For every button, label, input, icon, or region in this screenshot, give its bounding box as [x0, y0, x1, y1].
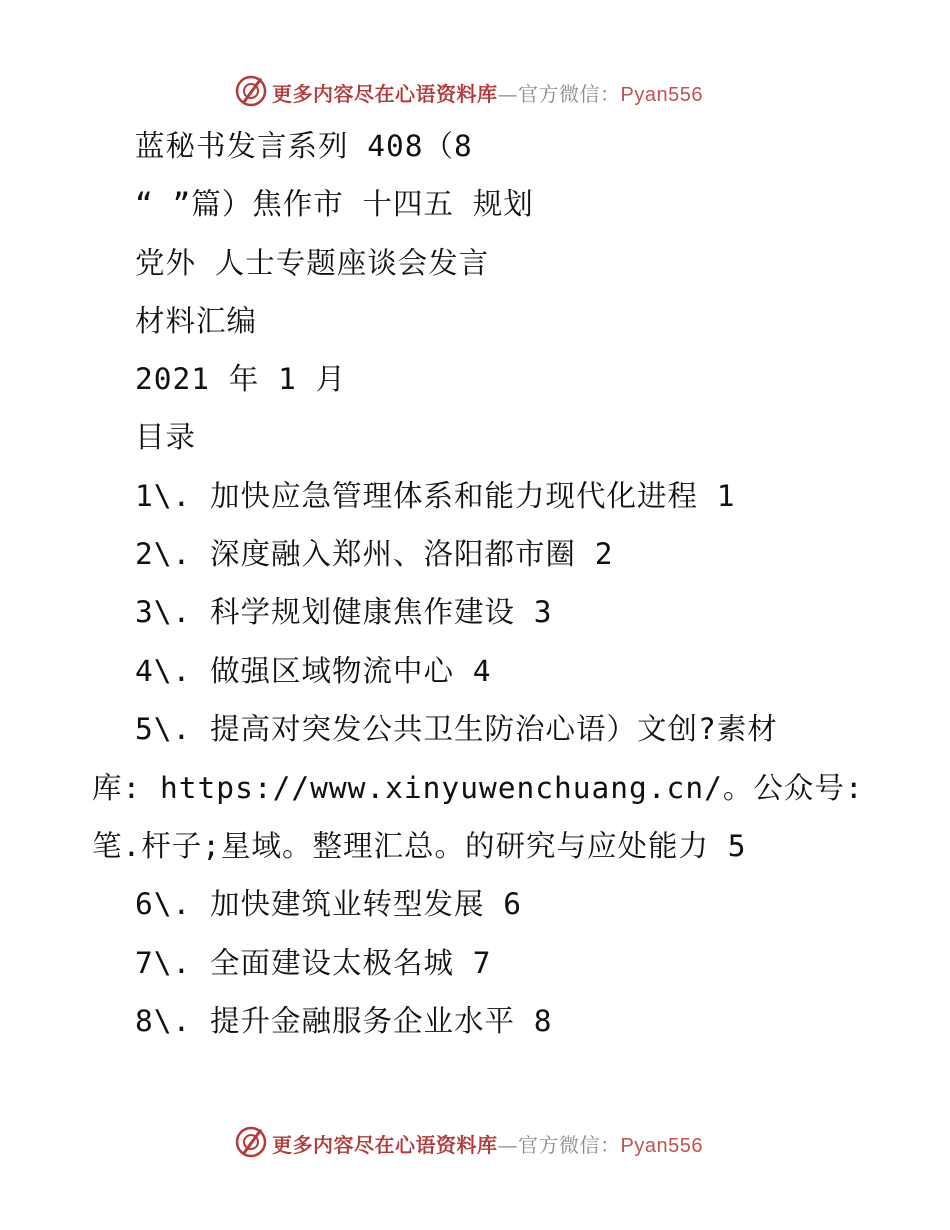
toc-item-5-line-2: 库: https://www.xinyuwenchuang.cn/。公众号:: [92, 771, 864, 805]
document-date: 2021 年 1 月: [135, 362, 347, 396]
watermark-dash: —: [497, 82, 518, 106]
toc-item-1: 1\. 加快应急管理体系和能力现代化进程 1: [135, 479, 736, 513]
watermark-text: [272, 78, 703, 107]
toc-item-5-line-1: 5\. 提高对突发公共卫生防治心语）文创?素材: [135, 712, 778, 746]
watermark-id: Pyan556: [620, 1135, 703, 1157]
watermark-official: 官方微信：: [518, 1133, 621, 1157]
logo-icon: [234, 1125, 268, 1159]
toc-item-7: 7\. 全面建设太极名城 7: [135, 946, 492, 980]
watermark-id: Pyan556: [620, 84, 703, 106]
watermark-brand: 更多内容尽在心语资料库: [272, 82, 498, 106]
watermark-dash: —: [497, 1133, 518, 1157]
toc-item-5-line-3: 笔.杆子;星域。整理汇总。的研究与应处能力 5: [92, 829, 747, 863]
title-line-4: 材料汇编: [135, 304, 258, 338]
header-watermark: [0, 70, 950, 110]
title-line-3: 党外 人士专题座谈会发言: [135, 246, 490, 280]
toc-item-8: 8\. 提升金融服务企业水平 8: [135, 1004, 553, 1038]
toc-item-3: 3\. 科学规划健康焦作建设 3: [135, 595, 553, 629]
title-line-2: “ ”篇）焦作市 十四五 规划: [135, 187, 534, 221]
toc-item-6: 6\. 加快建筑业转型发展 6: [135, 887, 523, 921]
watermark-official: 官方微信：: [518, 82, 621, 106]
footer-watermark: [0, 1121, 950, 1161]
logo-icon: [234, 74, 268, 108]
title-line-1: 蓝秘书发言系列 408（8: [135, 129, 473, 163]
watermark-brand: 更多内容尽在心语资料库: [272, 1133, 498, 1157]
toc-item-2: 2\. 深度融入郑州、洛阳都市圈 2: [135, 537, 614, 571]
toc-heading: 目录: [135, 420, 197, 454]
toc-item-4: 4\. 做强区域物流中心 4: [135, 654, 492, 688]
watermark-text: [272, 1129, 703, 1158]
